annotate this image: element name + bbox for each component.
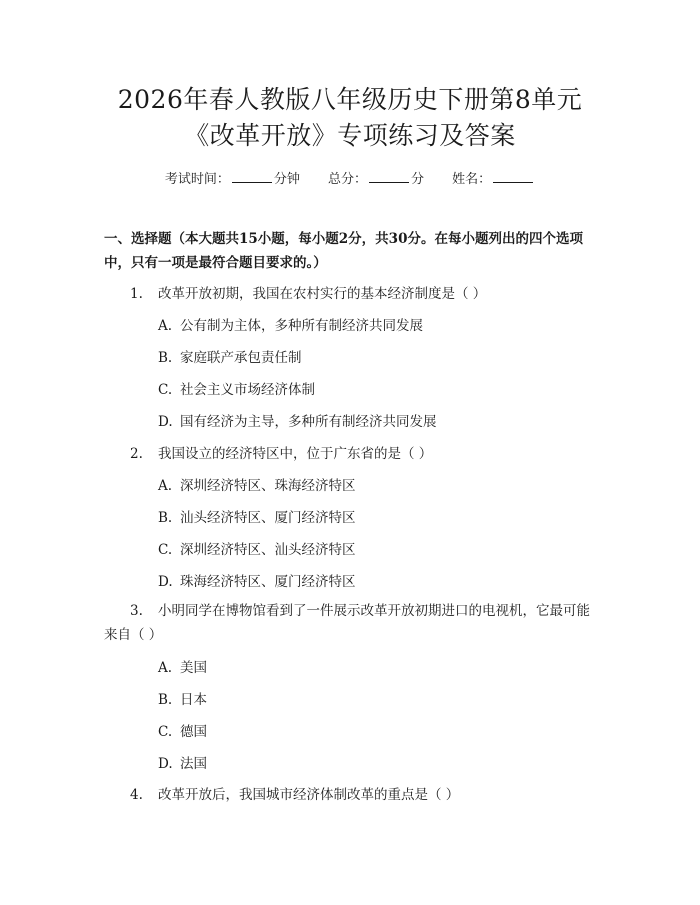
option-text: 深圳经济特区、珠海经济特区	[180, 478, 356, 494]
question-number: 2.	[130, 446, 143, 462]
option-letter: C.	[158, 542, 173, 558]
option-letter: B.	[158, 350, 173, 366]
question-3-option-c	[158, 720, 207, 740]
option-text: 日本	[180, 692, 207, 708]
question-number: 1.	[130, 286, 143, 302]
exam-name-label: 姓名：	[452, 172, 492, 187]
question-3-continuation	[104, 623, 162, 643]
option-text: 美国	[180, 660, 207, 676]
exam-name	[452, 172, 535, 187]
page-title-line1: 2026年春人教版八年级历史下册第8单元	[117, 85, 583, 114]
question-1-option-d	[158, 410, 437, 430]
option-letter: A.	[158, 478, 173, 494]
question-text-line2: 来自（ ）	[104, 627, 163, 643]
option-text: 公有制为主体，多种所有制经济共同发展	[180, 318, 423, 334]
question-2-option-a	[158, 474, 356, 494]
question-1-option-a	[158, 314, 423, 334]
option-text: 家庭联产承包责任制	[180, 350, 302, 366]
exam-score-blank	[369, 170, 409, 183]
option-text: 深圳经济特区、汕头经济特区	[180, 542, 356, 558]
question-3-option-a	[158, 656, 207, 676]
option-letter: A.	[158, 318, 173, 334]
option-letter: B.	[158, 510, 173, 526]
exam-time-unit: 分钟	[273, 172, 300, 187]
option-text: 法国	[180, 756, 207, 772]
question-4	[130, 783, 459, 803]
option-text: 珠海经济特区、厦门经济特区	[180, 574, 356, 590]
option-letter: C.	[158, 724, 173, 740]
exam-name-blank	[493, 170, 533, 183]
question-text: 改革开放后，我国城市经济体制改革的重点是（ ）	[158, 787, 460, 803]
question-2-option-c	[158, 538, 356, 558]
question-number: 4.	[130, 787, 143, 803]
option-text: 国有经济为主导，多种所有制经济共同发展	[180, 414, 437, 430]
question-3-option-b	[158, 688, 207, 708]
question-2-option-d	[158, 570, 356, 590]
exam-time	[165, 172, 304, 187]
question-3-option-d	[158, 752, 207, 772]
option-letter: D.	[158, 756, 173, 772]
question-text: 我国设立的经济特区中，位于广东省的是（ ）	[158, 446, 433, 462]
option-letter: C.	[158, 382, 173, 398]
exam-time-blank	[232, 170, 272, 183]
page-title-line2: 《改革开放》专项练习及答案	[184, 121, 516, 150]
question-1	[130, 282, 486, 302]
question-number: 3.	[130, 603, 143, 619]
question-text: 改革开放初期，我国在农村实行的基本经济制度是（ ）	[158, 286, 487, 302]
question-2-option-b	[158, 506, 356, 526]
option-letter: D.	[158, 574, 173, 590]
option-text: 汕头经济特区、厦门经济特区	[180, 510, 356, 526]
question-1-option-c	[158, 378, 315, 398]
option-text: 社会主义市场经济体制	[180, 382, 315, 398]
section-heading: 一、选择题（本大题共15小题，每小题2分，共30分。在每小题列出的四个选项中，只有一项是最符合题目要求的。）	[104, 231, 583, 271]
exam-score-unit: 分	[411, 172, 425, 187]
question-2	[130, 442, 432, 462]
option-letter: B.	[158, 692, 173, 708]
question-3	[130, 599, 590, 623]
question-1-option-b	[158, 346, 302, 366]
option-letter: D.	[158, 414, 173, 430]
exam-score	[328, 172, 428, 187]
exam-time-label: 考试时间：	[164, 172, 230, 187]
exam-score-label: 总分：	[327, 172, 367, 187]
option-text: 德国	[180, 724, 207, 740]
exam-meta	[0, 168, 700, 187]
option-letter: A.	[158, 660, 173, 676]
question-text-line1: 小明同学在博物馆看到了一件展示改革开放初期进口的电视机，它最可能	[158, 603, 590, 619]
